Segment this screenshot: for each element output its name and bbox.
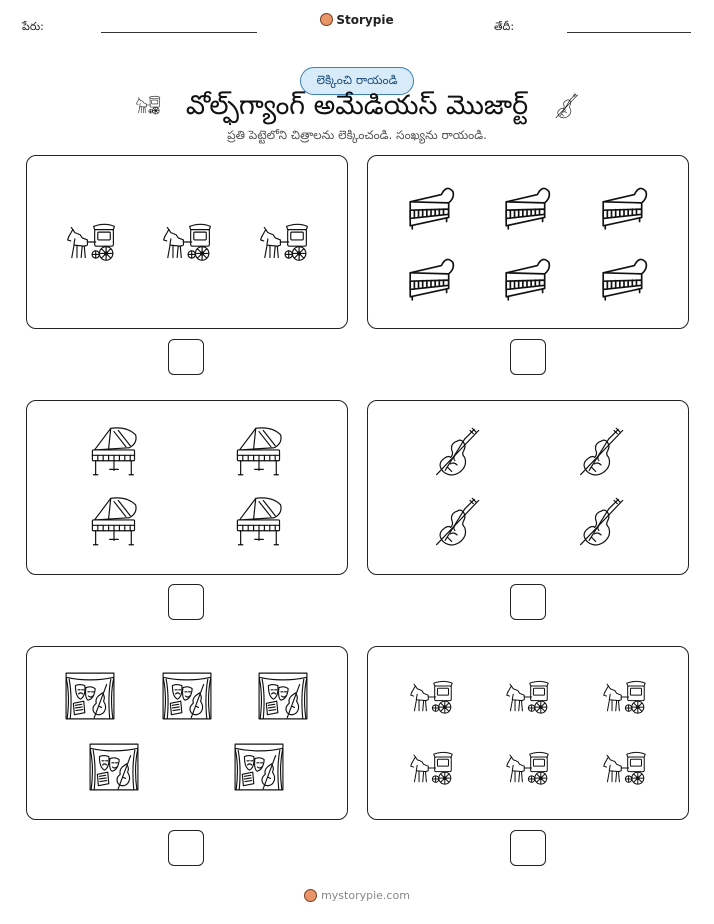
worksheet-title: వోల్ఫ్‌గ్యాంగ్ అమేడియస్ మొజార్ట్ bbox=[185, 90, 529, 121]
horse-carriage-icon bbox=[499, 745, 555, 791]
horse-carriage-icon bbox=[499, 674, 555, 720]
harpsichord-icon bbox=[597, 180, 651, 232]
harpsichord-icon bbox=[404, 251, 458, 303]
name-line[interactable] bbox=[101, 32, 257, 33]
brand-logo bbox=[0, 13, 714, 27]
violin-icon bbox=[428, 425, 484, 479]
title-violin-icon bbox=[548, 92, 584, 120]
date-label: తేదీ: bbox=[494, 20, 515, 33]
grand-piano-icon bbox=[232, 424, 286, 478]
answer-box-4[interactable] bbox=[510, 584, 546, 620]
counting-box-6 bbox=[367, 646, 689, 820]
violin-icon bbox=[428, 495, 484, 549]
violin-icon bbox=[572, 495, 628, 549]
counting-box-4 bbox=[367, 400, 689, 575]
violin-icon bbox=[572, 425, 628, 479]
worksheet-instruction: ప్రతి పెట్టెలోని చిత్రాలను లెక్కించండి. సంఖ్యను రాయండి. bbox=[227, 128, 487, 142]
grand-piano-icon bbox=[87, 494, 141, 548]
harpsichord-icon bbox=[597, 251, 651, 303]
horse-carriage-icon bbox=[596, 745, 652, 791]
harpsichord-icon bbox=[500, 180, 554, 232]
horse-carriage-icon bbox=[403, 674, 459, 720]
task-badge: లెక్కించి రాయండి bbox=[300, 67, 414, 95]
title-carriage-icon bbox=[130, 92, 166, 118]
counting-box-3 bbox=[26, 400, 348, 575]
theater-stage-icon bbox=[232, 741, 286, 793]
horse-carriage-icon bbox=[54, 216, 127, 268]
name-label: పేరు: bbox=[22, 20, 44, 33]
theater-stage-icon bbox=[63, 670, 117, 722]
storypie-bear-icon bbox=[304, 889, 317, 902]
theater-stage-icon bbox=[87, 741, 141, 793]
answer-box-1[interactable] bbox=[168, 339, 204, 375]
grand-piano-icon bbox=[232, 494, 286, 548]
answer-box-6[interactable] bbox=[510, 830, 546, 866]
grand-piano-icon bbox=[87, 424, 141, 478]
answer-box-5[interactable] bbox=[168, 830, 204, 866]
horse-carriage-icon bbox=[403, 745, 459, 791]
answer-box-2[interactable] bbox=[510, 339, 546, 375]
storypie-bear-icon bbox=[320, 13, 333, 26]
horse-carriage-icon bbox=[247, 216, 320, 268]
footer-site[interactable]: mystorypie.com bbox=[321, 889, 410, 902]
answer-box-3[interactable] bbox=[168, 584, 204, 620]
footer bbox=[0, 889, 714, 902]
horse-carriage-icon bbox=[596, 674, 652, 720]
brand-name: Storypie bbox=[336, 13, 394, 27]
horse-carriage-icon bbox=[150, 216, 223, 268]
harpsichord-icon bbox=[404, 180, 458, 232]
date-line[interactable] bbox=[567, 32, 691, 33]
harpsichord-icon bbox=[500, 251, 554, 303]
theater-stage-icon bbox=[256, 670, 310, 722]
theater-stage-icon bbox=[160, 670, 214, 722]
